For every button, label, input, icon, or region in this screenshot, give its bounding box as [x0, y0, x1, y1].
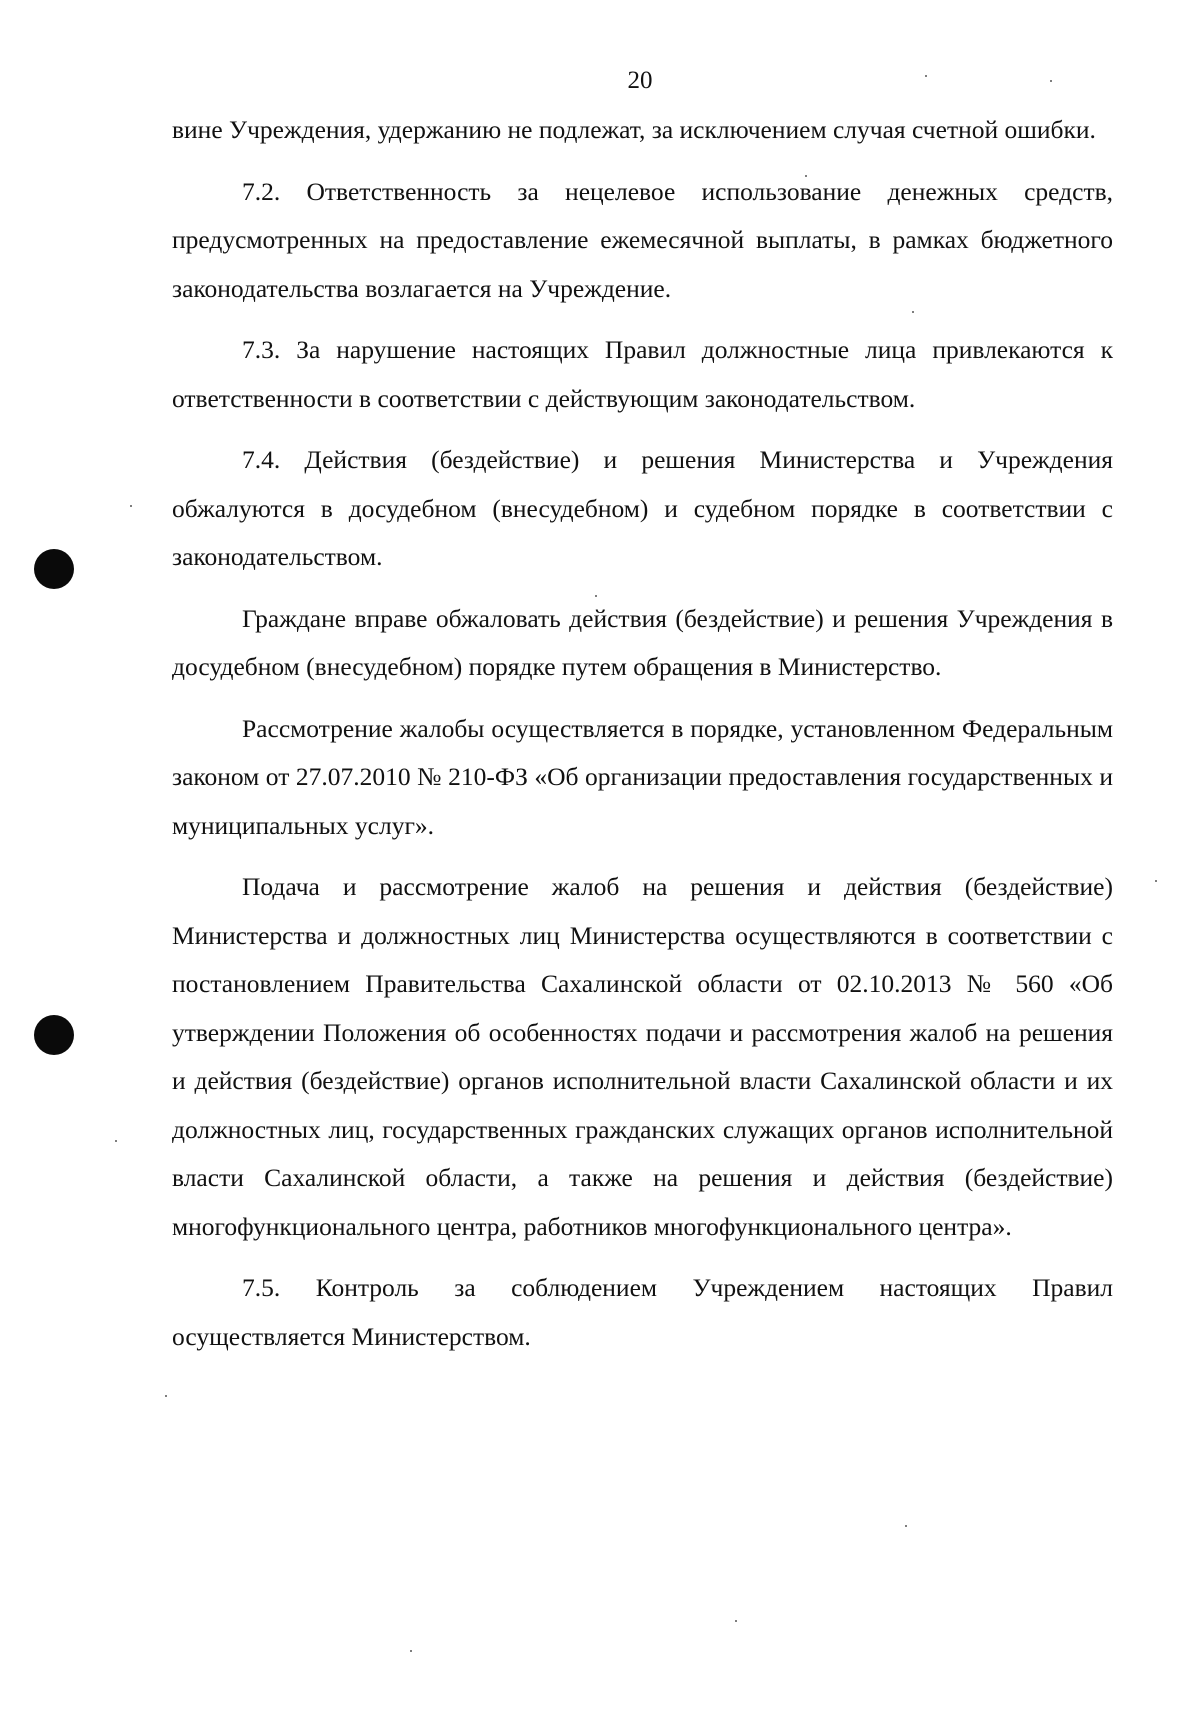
scan-speck: [115, 1140, 117, 1142]
paragraph-7-5: 7.5. Контроль за соблюдением Учреждением настоящих Правил осуществляется Министерством.: [172, 1273, 1113, 1351]
document-body: [172, 106, 1113, 1374]
scan-speck: [165, 1395, 167, 1397]
scan-speck: [905, 1525, 907, 1527]
punch-hole-mark: [34, 549, 74, 589]
paragraph-citizens-appeal: Граждане вправе обжаловать действия (бездействие) и решения Учреждения в досудебном (внесудебном) порядке путем обращения в Министерство.: [172, 603, 1113, 681]
scan-speck: [805, 175, 807, 177]
scan-speck: [912, 311, 914, 313]
scan-speck: [735, 1620, 737, 1622]
punch-hole-mark: [34, 1015, 74, 1055]
paragraph-continuation: вине Учреждения, удержанию не подлежат, за исключением случая счетной ошибки.: [172, 115, 1096, 144]
paragraph-complaint-review: Рассмотрение жалобы осуществляется в порядке, установленном Федеральным законом от 27.07.2010 № 210-ФЗ «Об организации предоставления государственных и муниципальных услуг».: [172, 713, 1113, 840]
page-number: 20: [627, 67, 653, 94]
scan-speck: [410, 1650, 412, 1652]
paragraph-7-3: 7.3. За нарушение настоящих Правил должностные лица привлекаются к ответственности в соответствии с действующим законодательством.: [172, 335, 1113, 413]
paragraph-7-2: 7.2. Ответственность за нецелевое использование денежных средств, предусмотренных на предоставление ежемесячной выплаты, в рамках бюджетного законодательства возлагается на Учреждение.: [172, 176, 1113, 303]
paragraph-complaint-filing: Подача и рассмотрение жалоб на решения и действия (бездействие) Министерства и должностных лиц Министерства осуществляются в соответствии с постановлением Правительства Сахалинской области от 02.10.2013 № 560 «Об утверждении Положения об особенностях подачи и рассмотрения жалоб на решения и действия (бездействие) органов исполнительной власти Сахалинской области и их должностных лиц, государственных гражданских служащих органов исполнительной власти Сахалинской области, а также на решения и действия (бездействие) многофункционального центра, работников многофункционального центра».: [172, 872, 1113, 1241]
scan-speck: [1050, 80, 1052, 82]
scan-speck: [130, 505, 132, 507]
scan-speck: [1155, 880, 1157, 882]
scan-speck: [925, 75, 927, 77]
scan-speck: [595, 595, 597, 597]
paragraph-7-4: 7.4. Действия (бездействие) и решения Министерства и Учреждения обжалуются в досудебном (внесудебном) и судебном порядке в соответствии с законодательством.: [172, 445, 1113, 571]
